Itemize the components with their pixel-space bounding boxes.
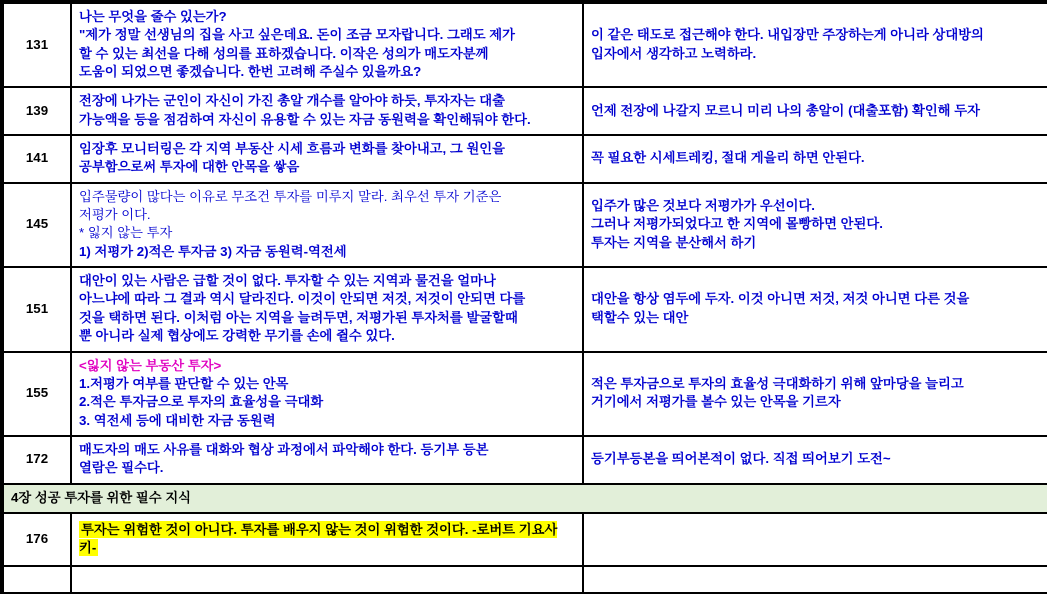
- chapter-row[interactable]: [3, 484, 1047, 513]
- note-line: 택할수 있는 대안: [591, 309, 689, 325]
- table-row-highlight[interactable]: [3, 513, 1047, 566]
- note-cell: [583, 87, 1047, 135]
- table-row[interactable]: [3, 183, 1047, 267]
- note-cell: [583, 436, 1047, 484]
- page-number-cell: 151: [3, 267, 71, 351]
- quote-line: 아느냐에 따라 그 결과 역시 달라진다. 이것이 안되면 저것, 저것이 안되면 다를: [79, 291, 526, 307]
- quote-cell: [71, 183, 583, 267]
- quote-cell: [71, 267, 583, 351]
- quote-line: 3. 역전세 등에 대비한 자금 동원력: [79, 412, 276, 428]
- quote-line: 2.적은 투자금으로 투자의 효율성을 극대화: [79, 394, 324, 410]
- table-row[interactable]: [3, 352, 1047, 436]
- note-line: 거기에서 저평가를 볼수 있는 안목을 기르자: [591, 394, 841, 410]
- chapter-title: 4장 성공 투자를 위한 필수 지식: [3, 484, 1047, 513]
- page-number-cell: 145: [3, 183, 71, 267]
- quote-line: 저평가 이다.: [79, 207, 151, 223]
- note-line: 그러나 저평가되었다고 한 지역에 몰빵하면 안된다.: [591, 216, 883, 232]
- quote-line: 공부함으로써 투자에 대한 안목을 쌓음: [79, 159, 300, 175]
- book-notes-table: [2, 2, 1047, 594]
- quote-line: 매도자의 매도 사유를 대화와 협상 과정에서 파악해야 한다. 등기부 등본: [79, 441, 489, 457]
- table-row[interactable]: [3, 3, 1047, 87]
- quote-cell: [71, 566, 583, 593]
- note-line: 투자는 지역을 분산해서 하기: [591, 234, 757, 250]
- note-line: 입주가 많은 것보다 저평가가 우선이다.: [591, 197, 815, 213]
- page-number-cell: 155: [3, 352, 71, 436]
- note-cell: [583, 513, 1047, 566]
- quote-line: 대안이 있는 사람은 급할 것이 없다. 투자할 수 있는 지역과 물건을 얼마나: [79, 273, 496, 289]
- page-number-cell: 172: [3, 436, 71, 484]
- page-number-cell: 141: [3, 135, 71, 183]
- table-row[interactable]: [3, 267, 1047, 351]
- table-row[interactable]: [3, 87, 1047, 135]
- note-line: 이 같은 태도로 접근해야 한다. 내입장만 주장하는게 아니라 상대방의: [591, 27, 984, 43]
- quote-line: 임장후 모니터링은 각 지역 부동산 시세 흐름과 변화를 찾아내고, 그 원인을: [79, 141, 505, 157]
- quote-line: 1) 저평가 2)적은 투자금 3) 자금 동원력-역전세: [79, 243, 347, 259]
- quote-cell: [71, 436, 583, 484]
- quote-line: 도움이 되었으면 좋겠습니다. 한번 고려해 주실수 있을까요?: [79, 64, 422, 80]
- quote-line: * 잃지 않는 투자: [79, 225, 173, 241]
- note-line: 언제 전장에 나갈지 모르니 미리 나의 총알이 (대출포함) 확인해 두자: [591, 102, 980, 118]
- note-cell: [583, 135, 1047, 183]
- note-line: 대안을 항상 염두에 두자. 이것 아니면 저것, 저것 아니면 다른 것을: [591, 291, 970, 307]
- quote-line: 나는 무엇을 줄수 있는가?: [79, 9, 227, 24]
- quote-line: 것을 택하면 된다. 이처럼 아는 지역을 늘려두면, 저평가된 투자처를 발굴할때: [79, 309, 518, 325]
- quote-line: 가능액을 등을 점검하여 자신이 유용할 수 있는 자금 동원력을 확인해둬야 한다.: [79, 111, 531, 127]
- page-number-cell: [3, 566, 71, 593]
- page-number-cell: 176: [3, 513, 71, 566]
- note-cell: [583, 267, 1047, 351]
- quote-line: 열람은 필수다.: [79, 460, 164, 476]
- quote-heading: <잃지 않는 부동산 투자>: [79, 357, 222, 373]
- quote-line: 할 수 있는 최선을 다해 성의를 표하겠습니다. 이작은 성의가 매도자분께: [79, 45, 489, 61]
- quote-cell: [71, 3, 583, 87]
- note-cell: [583, 566, 1047, 593]
- table-body: [3, 3, 1047, 593]
- page-number-cell: 131: [3, 3, 71, 87]
- highlighted-text: 투자는 위험한 것이 아니다. 투자를 배우지 않는 것이 위험한 것이다. -로버트 기요사키-: [79, 521, 558, 556]
- quote-cell: [71, 87, 583, 135]
- quote-line: "제가 정말 선생님의 집을 사고 싶은데요. 돈이 조금 모자랍니다. 그래도 제가: [79, 27, 515, 43]
- quote-line: 뿐 아니라 실제 협상에도 강력한 무기를 손에 쥘수 있다.: [79, 328, 395, 344]
- note-line: 꼭 필요한 시세트레킹, 절대 게을리 하면 안된다.: [591, 150, 865, 166]
- note-cell: [583, 3, 1047, 87]
- table-row[interactable]: [3, 436, 1047, 484]
- note-line: 등기부등본을 띄어본적이 없다. 직접 띄어보기 도전~: [591, 451, 891, 467]
- quote-line: 입주물량이 많다는 이유로 무조건 투자를 미루지 말라. 최우선 투자 기준은: [79, 188, 502, 204]
- quote-cell: [71, 135, 583, 183]
- note-cell: [583, 183, 1047, 267]
- note-line: 적은 투자금으로 투자의 효율성 극대화하기 위해 앞마당을 늘리고: [591, 375, 964, 391]
- page-number-cell: 139: [3, 87, 71, 135]
- quote-cell: [71, 352, 583, 436]
- table-row[interactable]: [3, 135, 1047, 183]
- note-line: 입자에서 생각하고 노력하라.: [591, 45, 757, 61]
- note-cell: [583, 352, 1047, 436]
- table-row-partial[interactable]: [3, 566, 1047, 593]
- quote-cell-highlighted: [71, 513, 583, 566]
- quote-line: 1.저평가 여부를 판단할 수 있는 안목: [79, 375, 289, 391]
- quote-line: 전장에 나가는 군인이 자신이 가진 총알 개수를 알아야 하듯, 투자자는 대출: [79, 93, 505, 109]
